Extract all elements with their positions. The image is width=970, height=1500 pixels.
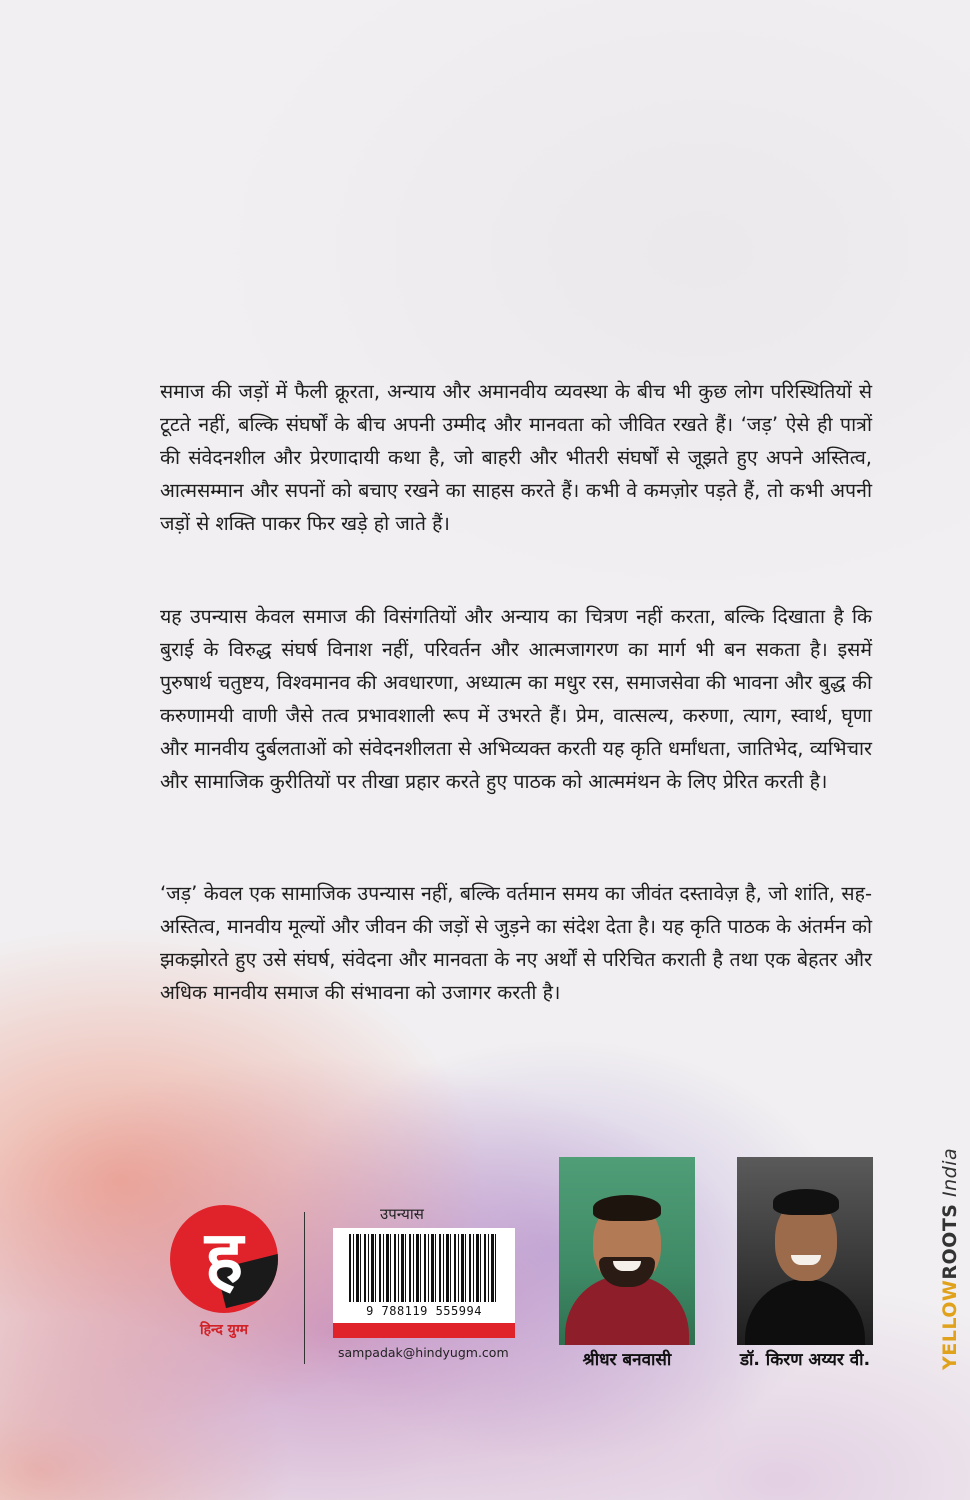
author-1-hair [593, 1195, 661, 1221]
blurb-paragraph-3: ‘जड़’ केवल एक सामाजिक उपन्यास नहीं, बल्कि वर्तमान समय का जीवंत दस्तावेज़ है, जो शांति, सह-अस्तित्व, मानवीय मूल्यों और जीवन की जड़ों से जुड़ने का संदेश देता है। यह कृति पाठक के अंतर्मन को झकझोरते हुए उसे संघर्ष, संवेदना और मानवता के नए अर्थों से परिचित कराती है तथा एक बेहतर और अधिक मानवीय समाज की संभावना को उजागर करती है। [160, 882, 872, 1004]
barcode-strip [333, 1323, 515, 1338]
isbn-number: 9 788119 555994 [366, 1304, 482, 1318]
blurb-paragraph-1: समाज की जड़ों में फैली क्रूरता, अन्याय और अमानवीय व्यवस्था के बीच भी कुछ लोग परिस्थितियों से टूटते नहीं, बल्कि संघर्षों के बीच अपनी उम्मीद और मानवता को जीवित रखते हैं। ‘जड़’ ऐसे ही पात्रों की संवेदनशील और प्रेरणादायी कथा है, जो बाहरी और भीतरी संघर्षों से जूझते हुए अपने अस्तित्व, आत्मसम्मान और सपनों को बचाए रखने का साहस करते हैं। कभी वे कमज़ोर पड़ते हैं, तो कभी अपनी जड़ों से शक्ति पाकर फिर खड़े हो जाते हैं। [160, 380, 872, 535]
barcode [333, 1228, 515, 1338]
logo-glyph: ह [204, 1214, 244, 1299]
author-2-shirt [745, 1279, 865, 1345]
imprint-yellow: YELLOW [939, 1279, 961, 1370]
imprint-roots: ROOTS [939, 1203, 961, 1280]
publisher-logo [170, 1205, 278, 1345]
author-name-1: श्रीधर बनवासी [582, 1350, 672, 1370]
author-photo-1 [559, 1157, 695, 1345]
divider [304, 1212, 305, 1364]
genre-label: उपन्यास [380, 1205, 424, 1223]
barcode-bars [349, 1234, 499, 1302]
author-2-hair [773, 1189, 839, 1215]
logo-circle [170, 1205, 278, 1313]
blurb-paragraph-2: यह उपन्यास केवल समाज की विसंगतियों और अन्याय का चित्रण नहीं करता, बल्कि दिखाता है कि बुराई के विरुद्ध संघर्ष विनाश नहीं, परिवर्तन और आत्मजागरण का मार्ग भी बन सकता है। इसमें पुरुषार्थ चतुष्टय, विश्वमानव की अवधारणा, अध्यात्म का मधुर रस, समाजसेवा की भावना और बुद्ध की करुणामयी वाणी जैसे तत्व प्रभावशाली रूप में उभरते हैं। प्रेम, वात्सल्य, करुणा, त्याग, स्वार्थ, घृणा और मानवीय दुर्बलताओं को संवेदनशीलता से अभिव्यक्त करती यह कृति धर्मांधता, जातिभेद, व्यभिचार और सामाजिक कुरीतियों पर तीखा प्रहार करते हुए पाठक को आत्ममंथन के लिए प्रेरित करती है। [160, 605, 872, 793]
author-name-2: डॉ. किरण अय्यर वी. [739, 1350, 871, 1370]
publisher-name: हिन्द युग्म [199, 1322, 249, 1338]
imprint-india: India [939, 1147, 961, 1204]
publisher-email: sampadak@hindyugm.com [338, 1345, 509, 1360]
imprint-logo [939, 1148, 961, 1370]
author-photo-2 [737, 1157, 873, 1345]
